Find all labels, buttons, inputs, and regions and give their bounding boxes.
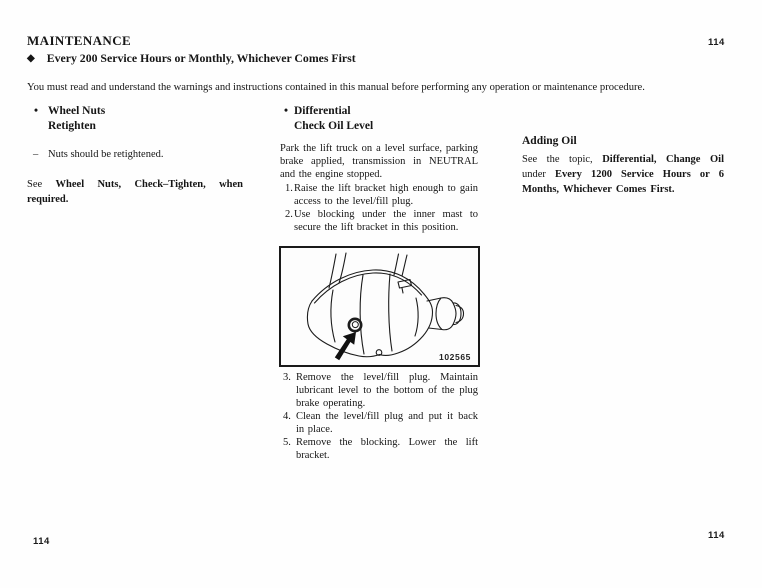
step-number: 4.: [283, 411, 291, 422]
adding-oil-heading: Adding Oil: [522, 135, 577, 147]
steps-before-figure: [280, 182, 478, 234]
page-number-top: 114: [708, 37, 725, 48]
dash-icon: –: [33, 149, 39, 160]
intro-paragraph: You must read and understand the warnings and instructions contained in this manual before performing any operation or maintenance procedure.: [27, 82, 645, 93]
contour-line: [389, 274, 392, 351]
heading-line-1: Wheel Nuts: [48, 105, 106, 117]
ref-bold-topic: Differential, Change Oil: [602, 154, 724, 165]
contour-line: [360, 275, 364, 354]
steps-after-figure: [281, 371, 478, 462]
step-item-2: [280, 208, 478, 234]
step-item-5: [281, 436, 478, 462]
heading-line-1: Differential: [294, 105, 351, 117]
see-prefix: See: [27, 179, 56, 190]
yoke-link: [429, 328, 443, 330]
wheel-nuts-heading: [27, 104, 243, 134]
differential-figure: [279, 246, 480, 367]
housing-rim: [312, 270, 424, 301]
adding-oil-reference: [522, 152, 724, 197]
see-reference: [27, 177, 243, 207]
yoke-face: [436, 298, 442, 330]
contour-line: [331, 290, 335, 342]
housing-body: [307, 294, 432, 357]
middle-column: [280, 104, 478, 234]
procedure-intro: Park the lift truck on a level surface, parking brake applied, transmission in NEUTRAL and the engine stopped.: [280, 143, 478, 180]
breather-boss-line: [402, 288, 403, 293]
figure-id-label: 102565: [439, 352, 471, 362]
see-reference-bold: Wheel Nuts, Check–Tighten, when required.: [27, 179, 244, 205]
step-number: 5.: [283, 437, 291, 448]
ref-prefix: See the topic,: [522, 154, 603, 165]
contour-line: [415, 298, 418, 336]
ref-middle: under: [522, 169, 556, 180]
note-text: Nuts should be retightened.: [48, 149, 164, 160]
heading-line-2: Check Oil Level: [294, 120, 374, 132]
step-item-1: [280, 182, 478, 208]
step-text: Remove the level/fill plug. Maintain lubricant level to the bottom of the plug brake operating.: [296, 372, 478, 409]
step-text: Raise the lift bracket high enough to gain access to the level/fill plug.: [294, 183, 478, 207]
wheel-nuts-heading-text: [48, 104, 105, 134]
step-item-4: [281, 410, 478, 436]
step-number: 3.: [283, 372, 291, 383]
ref-bold-section: Every 1200 Service Hours or 6 Months, Whichever Comes First.: [522, 169, 724, 195]
pointer-arrow-icon: [335, 332, 356, 360]
step-number: 1.: [285, 183, 293, 194]
diamond-bullet-icon: ◆: [27, 53, 35, 64]
step-text: Use blocking under the inner mast to secure the lift bracket in this position.: [294, 209, 478, 233]
level-fill-plug-center: [352, 322, 358, 328]
section-heading: [27, 51, 356, 66]
right-shaft-line: [402, 255, 407, 276]
step-text: Clean the level/fill plug and put it back in place.: [296, 411, 478, 435]
left-column: [27, 104, 243, 207]
right-column: [522, 134, 724, 197]
right-shaft-line: [394, 254, 399, 275]
differential-heading-text: [294, 104, 373, 134]
page-title: MAINTENANCE: [27, 33, 132, 48]
heading-line-2: Retighten: [48, 120, 96, 132]
step-text: Remove the blocking. Lower the lift bracket.: [296, 437, 478, 461]
step-item-3: [281, 371, 478, 410]
bullet-icon: •: [34, 105, 39, 117]
differential-illustration: [281, 248, 478, 365]
note-item: [27, 148, 243, 161]
section-title: Every 200 Service Hours or Monthly, Whichever Comes First: [46, 51, 356, 65]
level-fill-plug: [349, 319, 361, 331]
page-number-bottom-right: 114: [708, 530, 725, 541]
page-number-bottom-left: 114: [33, 536, 50, 547]
bullet-icon: •: [284, 105, 289, 117]
differential-heading: [280, 104, 478, 134]
step-number: 2.: [285, 209, 293, 220]
